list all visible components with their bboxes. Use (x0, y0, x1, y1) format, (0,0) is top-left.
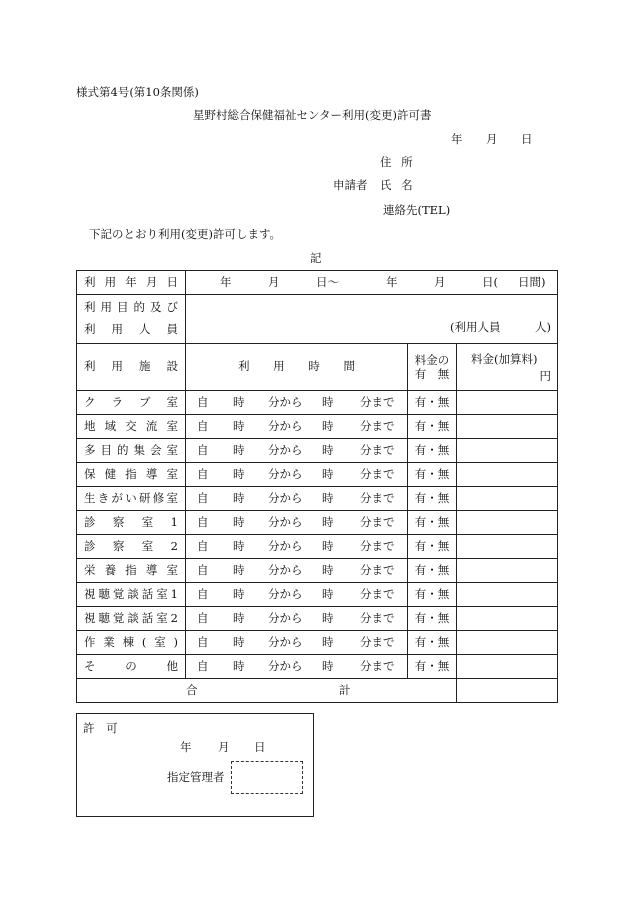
facility-name: 診 察 室 2 (84, 538, 178, 553)
table-row (77, 655, 558, 679)
form-number: 様式第4号(第10条関係) (76, 85, 199, 99)
time-part: 自 (197, 419, 209, 433)
table-row (77, 535, 558, 559)
purpose-row (77, 295, 558, 344)
permit-date-day: 日 (254, 740, 266, 754)
time-part: 分まで (360, 515, 395, 529)
period-end-month: 月 (434, 275, 446, 289)
time-part: 分まで (360, 539, 395, 553)
facility-name-cell (77, 511, 186, 535)
total-label-left: 合 (186, 683, 198, 697)
time-part: 自 (197, 491, 209, 505)
time-part: 自 (197, 611, 209, 625)
period-end-year: 年 (386, 275, 398, 289)
time-part: 分から (268, 611, 303, 625)
purpose-value-cell[interactable] (186, 295, 558, 344)
time-part: 時 (233, 587, 245, 601)
fee-flag-cell[interactable] (408, 415, 457, 439)
fee-flag-header-line1: 料金の (414, 352, 450, 367)
time-part: 分から (268, 467, 303, 481)
record-mark: 記 (310, 251, 322, 265)
time-cell[interactable] (186, 559, 408, 583)
table-row (77, 559, 558, 583)
time-cell[interactable] (186, 583, 408, 607)
purpose-label-cell (77, 295, 186, 344)
time-part: 分まで (360, 635, 395, 649)
time-cell[interactable] (186, 535, 408, 559)
time-part: 時 (322, 635, 334, 649)
table-row (77, 583, 558, 607)
time-part: 時 (233, 563, 245, 577)
facility-name: 診 察 室 1 (84, 514, 178, 529)
total-row (77, 679, 558, 703)
time-part: 自 (197, 443, 209, 457)
time-header-cell (186, 344, 408, 391)
period-label: 利 用 年 月 日 (84, 274, 178, 289)
fee-flag-choice: 有・無 (414, 418, 450, 433)
time-part: 自 (197, 467, 209, 481)
period-value-cell[interactable] (186, 271, 558, 295)
time-part: 分まで (360, 587, 395, 601)
total-label-right: 計 (339, 683, 351, 697)
facility-name-cell (77, 655, 186, 679)
time-part: 自 (197, 587, 209, 601)
period-start-year: 年 (220, 275, 232, 289)
time-part: 分まで (360, 611, 395, 625)
time-part: 分まで (360, 491, 395, 505)
time-part: 時 (322, 659, 334, 673)
time-part: 時 (322, 419, 334, 433)
fee-flag-choice: 有・無 (414, 514, 450, 529)
fee-flag-choice: 有・無 (414, 442, 450, 457)
table-row (77, 631, 558, 655)
time-part: 時 (322, 587, 334, 601)
facility-name: そ の 他 (84, 658, 178, 673)
time-part: 自 (197, 539, 209, 553)
fee-flag-cell[interactable] (408, 583, 457, 607)
time-part: 分から (268, 419, 303, 433)
table-row (77, 463, 558, 487)
time-part: 時 (233, 515, 245, 529)
time-part: 分から (268, 587, 303, 601)
facility-header: 利 用 施 設 (84, 359, 178, 374)
fee-amount-cell[interactable] (457, 655, 558, 679)
facility-name: 視 聴 覚 談 話 室 2 (84, 610, 178, 625)
time-part: 分から (268, 491, 303, 505)
address-label: 住 所 (380, 155, 413, 169)
facility-name-cell (77, 391, 186, 415)
facility-name-cell (77, 631, 186, 655)
total-amount-cell[interactable] (457, 679, 558, 703)
facility-name-cell (77, 463, 186, 487)
fee-flag-choice: 有・無 (414, 394, 450, 409)
header-date-day: 日 (521, 132, 533, 146)
facility-name-cell (77, 487, 186, 511)
fee-header-line1: 料金(加算料) (471, 352, 538, 366)
time-part: 分まで (360, 563, 395, 577)
table-row (77, 415, 558, 439)
persons-count-label: (利用人員 人) (450, 319, 552, 334)
facility-name: 視 聴 覚 談 話 室 1 (84, 586, 178, 601)
header-date-year: 年 (451, 132, 463, 146)
time-part: 分まで (360, 395, 395, 409)
permit-label: 許 可 (83, 721, 118, 735)
period-row (77, 271, 558, 295)
time-part: 自 (197, 635, 209, 649)
period-start-day: 日～ (316, 275, 339, 289)
table-row (77, 391, 558, 415)
table-row (77, 439, 558, 463)
manager-label: 指定管理者 (167, 770, 225, 784)
time-cell[interactable] (186, 439, 408, 463)
purpose-label-line2: 利 用 人 員 (84, 322, 178, 337)
fee-header-unit: 円 (539, 369, 552, 383)
time-part: 時 (233, 443, 245, 457)
time-part: 時 (322, 563, 334, 577)
fee-flag-cell[interactable] (408, 439, 457, 463)
table-header-row (77, 344, 558, 391)
period-start-month: 月 (268, 275, 280, 289)
fee-flag-cell[interactable] (408, 655, 457, 679)
time-part: 時 (233, 467, 245, 481)
time-part: 時 (322, 491, 334, 505)
facility-name-cell (77, 559, 186, 583)
header-date-month: 月 (486, 132, 498, 146)
time-part: 時 (322, 467, 334, 481)
facility-name-cell (77, 535, 186, 559)
fee-flag-cell[interactable] (408, 487, 457, 511)
time-part: 自 (197, 395, 209, 409)
facility-name: 作 業 棟 ( 室 ) (84, 634, 178, 649)
fee-flag-choice: 有・無 (414, 538, 450, 553)
time-cell[interactable] (186, 607, 408, 631)
time-part: 時 (322, 539, 334, 553)
permit-box (76, 713, 314, 817)
fee-flag-cell[interactable] (408, 535, 457, 559)
time-part: 時 (322, 443, 334, 457)
facility-name: 多 目 的 集 会 室 (84, 442, 178, 457)
time-cell[interactable] (186, 655, 408, 679)
fee-amount-cell[interactable] (457, 415, 558, 439)
time-part: 分から (268, 443, 303, 457)
fee-flag-choice: 有・無 (414, 586, 450, 601)
time-part: 分から (268, 635, 303, 649)
time-part: 時 (233, 635, 245, 649)
time-cell[interactable] (186, 631, 408, 655)
fee-flag-cell[interactable] (408, 607, 457, 631)
period-end-day: 日( (482, 275, 498, 289)
time-part: 時 (233, 659, 245, 673)
fee-amount-cell[interactable] (457, 559, 558, 583)
facility-name-cell (77, 583, 186, 607)
time-part: 分から (268, 563, 303, 577)
purpose-label-line1: 利 用 目 的 及 び (84, 300, 178, 315)
time-cell[interactable] (186, 463, 408, 487)
fee-flag-choice: 有・無 (414, 610, 450, 625)
fee-amount-cell[interactable] (457, 487, 558, 511)
facility-name: 栄 養 指 導 室 (84, 562, 178, 577)
table-row (77, 511, 558, 535)
fee-amount-cell[interactable] (457, 391, 558, 415)
facility-name: 地 域 交 流 室 (84, 418, 178, 433)
fee-amount-cell[interactable] (457, 535, 558, 559)
time-cell[interactable] (186, 511, 408, 535)
fee-amount-cell[interactable] (457, 511, 558, 535)
fee-flag-cell[interactable] (408, 559, 457, 583)
name-label: 氏 名 (380, 178, 413, 192)
permit-date-year: 年 (180, 740, 192, 754)
time-part: 時 (233, 539, 245, 553)
contact-label: 連絡先(TEL) (383, 203, 451, 217)
fee-amount-cell[interactable] (457, 631, 558, 655)
time-cell[interactable] (186, 415, 408, 439)
time-part: 時 (233, 419, 245, 433)
applicant-label: 申請者 (333, 178, 368, 192)
time-part: 自 (197, 515, 209, 529)
facility-name: 保 健 指 導 室 (84, 466, 178, 481)
facility-name-cell (77, 415, 186, 439)
time-part: 自 (197, 659, 209, 673)
time-part: 自 (197, 563, 209, 577)
total-label-cell (77, 679, 457, 703)
facility-name: 生 き が い 研 修 室 (84, 490, 178, 505)
manager-seal-box[interactable] (231, 761, 303, 794)
fee-flag-header-cell (408, 344, 457, 391)
fee-header-cell (457, 344, 558, 391)
time-part: 分から (268, 659, 303, 673)
fee-amount-cell[interactable] (457, 439, 558, 463)
time-part: 分から (268, 515, 303, 529)
time-part: 時 (322, 611, 334, 625)
time-part: 分から (268, 395, 303, 409)
table-row (77, 607, 558, 631)
facility-name-cell (77, 607, 186, 631)
fee-amount-cell[interactable] (457, 607, 558, 631)
time-part: 分から (268, 539, 303, 553)
table-row (77, 487, 558, 511)
fee-amount-cell[interactable] (457, 583, 558, 607)
fee-flag-choice: 有・無 (414, 634, 450, 649)
time-part: 時 (233, 491, 245, 505)
time-part: 時 (322, 395, 334, 409)
fee-flag-choice: 有・無 (414, 490, 450, 505)
period-label-cell (77, 271, 186, 295)
fee-flag-choice: 有・無 (414, 658, 450, 673)
time-part: 分まで (360, 467, 395, 481)
time-cell[interactable] (186, 391, 408, 415)
fee-amount-cell[interactable] (457, 463, 558, 487)
fee-flag-cell[interactable] (408, 511, 457, 535)
permit-date-month: 月 (218, 740, 230, 754)
fee-flag-cell[interactable] (408, 463, 457, 487)
facility-name: ク ラ ブ 室 (84, 394, 178, 409)
time-header: 利 用 時 間 (238, 359, 355, 374)
time-part: 分まで (360, 443, 395, 457)
time-part: 時 (233, 611, 245, 625)
facility-header-cell (77, 344, 186, 391)
time-part: 時 (233, 395, 245, 409)
intro-text: 下記のとおり利用(変更)許可します。 (89, 227, 282, 241)
period-days: 日間) (518, 275, 546, 289)
fee-flag-cell[interactable] (408, 631, 457, 655)
fee-flag-choice: 有・無 (414, 562, 450, 577)
time-cell[interactable] (186, 487, 408, 511)
fee-flag-header-line2: 有 無 (414, 367, 450, 381)
fee-flag-cell[interactable] (408, 391, 457, 415)
time-part: 時 (322, 515, 334, 529)
facility-name-cell (77, 439, 186, 463)
time-part: 分まで (360, 659, 395, 673)
time-part: 分まで (360, 419, 395, 433)
fee-flag-choice: 有・無 (414, 466, 450, 481)
page-title: 星野村総合保健福祉センター利用(変更)許可書 (193, 108, 432, 122)
usage-table (76, 270, 558, 703)
